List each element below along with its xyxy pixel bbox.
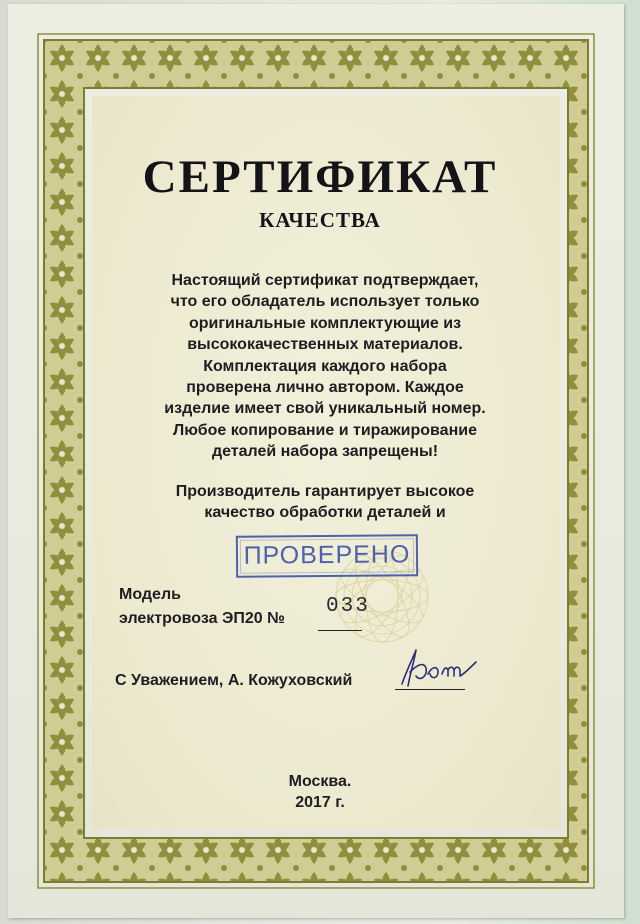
statement-line: Настоящий сертификат подтверждает, <box>171 272 479 289</box>
certificate-title: СЕРТИФИКАТ <box>142 151 498 203</box>
city: Москва. <box>288 773 352 790</box>
serial-number: 033 <box>326 595 370 618</box>
model-number-label: электровоза ЭП20 № <box>119 610 285 627</box>
signature-underline <box>395 689 465 690</box>
statement-line: что его обладатель использует только <box>170 293 480 311</box>
statement-line: Комплектация каждого набора <box>203 357 447 375</box>
handwritten-signature <box>392 646 482 690</box>
model-label: Модель <box>119 586 181 603</box>
verified-stamp: ПРОВЕРЕНО <box>236 534 418 578</box>
regards-line: С Уважением, А. Кожуховский <box>115 672 353 689</box>
certificate-inner-area <box>92 96 560 830</box>
guarantee-line: Производитель гарантирует высокое <box>175 483 475 500</box>
statement-line: оригинальные комплектующие из <box>188 314 462 332</box>
statement-line: деталей набора запрещены! <box>211 443 439 461</box>
manufacturer-guarantee <box>90 481 560 524</box>
statement-line: Любое копирование и тиражирование <box>173 421 477 439</box>
certificate-statement <box>90 270 560 463</box>
serial-underline <box>318 630 362 631</box>
certificate-subtitle: КАЧЕСТВА <box>259 208 381 232</box>
statement-line: высококачественных материалов. <box>187 336 463 354</box>
year: 2017 г. <box>295 794 345 811</box>
statement-line: проверена лично автором. Каждое <box>186 379 464 397</box>
guarantee-line: качество обработки деталей и <box>204 504 446 522</box>
statement-line: изделие имеет свой уникальный номер. <box>164 400 486 418</box>
